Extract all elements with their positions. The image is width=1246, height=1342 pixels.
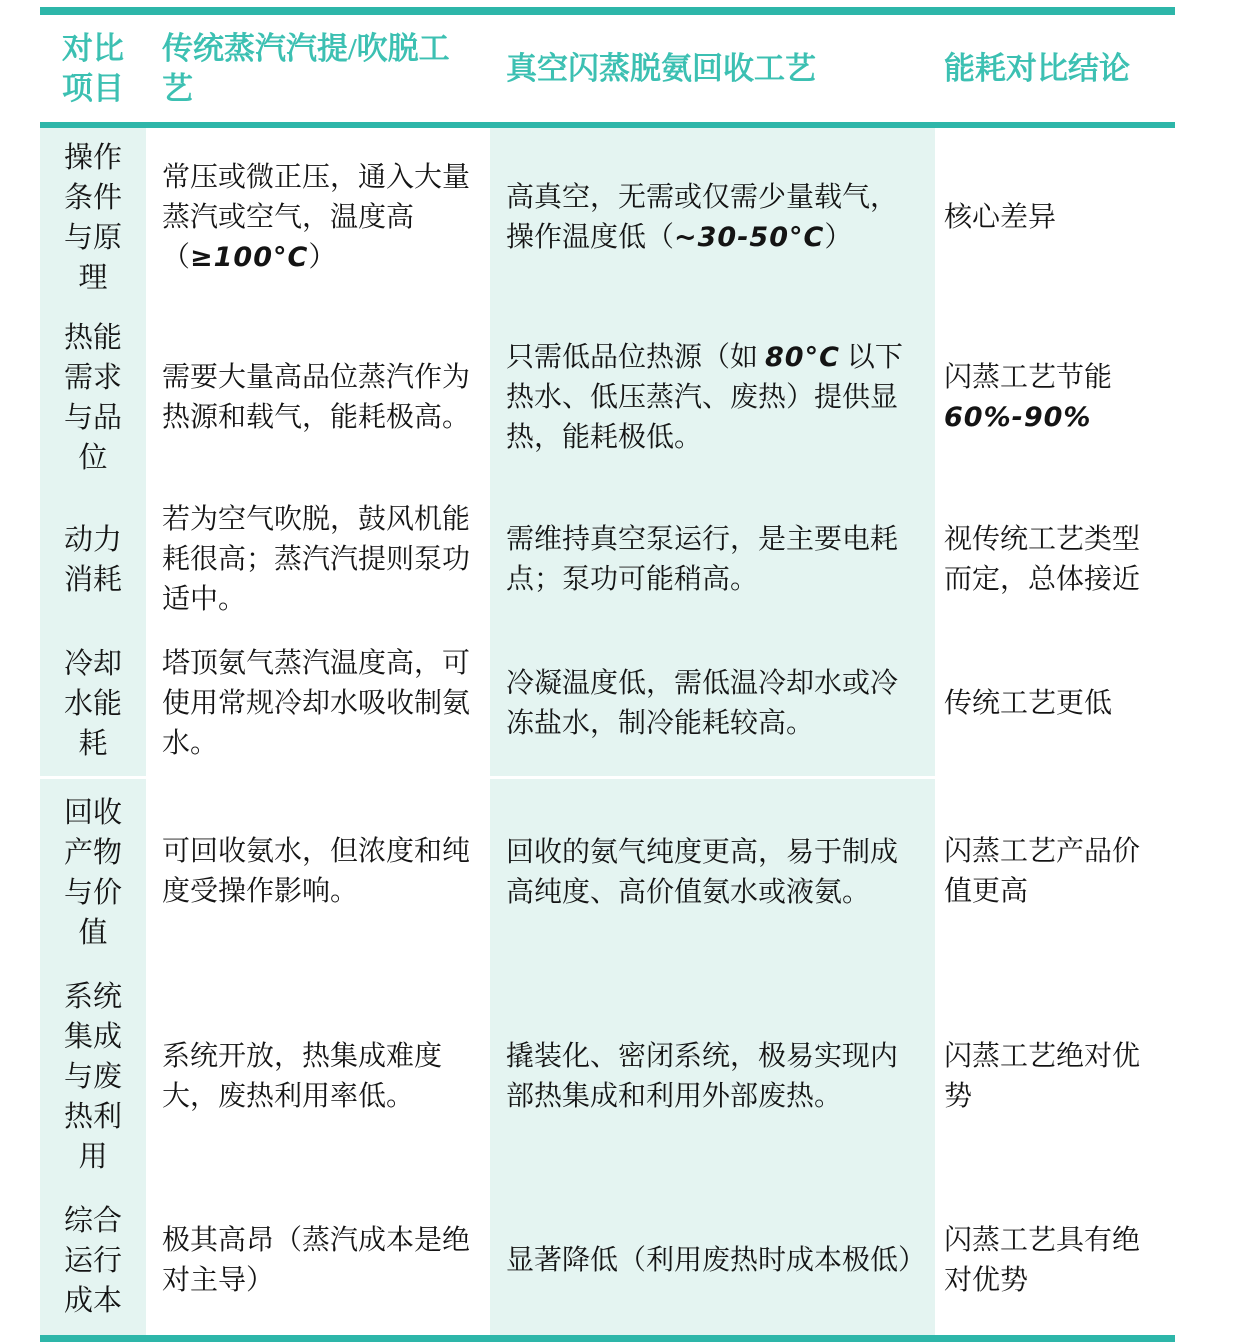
vacuum-text: 冷凝温度低，需低温冷却水或冷冻盐水，制冷能耗较高。: [506, 668, 899, 739]
cell-traditional: [146, 488, 490, 632]
row-item-label: 系统集成与废热利用: [63, 981, 122, 1173]
cell-vacuum: [490, 632, 935, 776]
cell-traditional: [146, 128, 490, 308]
conclusion-text: 闪蒸工艺节能 60%-90%: [944, 362, 1113, 433]
cell-item: [40, 1187, 146, 1335]
row-item-label: 动力消耗: [63, 524, 122, 596]
cell-traditional: [146, 967, 490, 1187]
conclusion-text: 闪蒸工艺绝对优势: [944, 1041, 1141, 1112]
table-row: [40, 776, 1175, 967]
vacuum-text: 撬装化、密闭系统，极易实现内部热集成和利用外部废热。: [506, 1041, 899, 1112]
conclusion-text: 闪蒸工艺具有绝对优势: [944, 1225, 1141, 1296]
cell-vacuum: [490, 308, 935, 488]
row-item-label: 综合运行成本: [63, 1205, 122, 1317]
cell-conclusion: [935, 967, 1175, 1187]
traditional-text: 可回收氨水，但浓度和纯度受操作影响。: [162, 835, 471, 907]
traditional-text: 塔顶氨气蒸汽温度高，可使用常规冷却水吸收制氨水。: [162, 648, 471, 759]
vacuum-text: 高真空，无需或仅需少量载气，操作温度低（~30-50°C）: [506, 182, 899, 253]
cell-traditional: [146, 308, 490, 488]
header-traditional-column: 传统蒸汽汽提/吹脱工艺: [162, 30, 450, 106]
cell-vacuum: [490, 776, 935, 967]
conclusion-text: 视传统工艺类型而定，总体接近: [944, 524, 1141, 595]
cell-item: [40, 632, 146, 776]
traditional-text: 系统开放，热集成难度大，废热利用率低。: [162, 1041, 443, 1112]
cell-item: [40, 308, 146, 488]
bottom-rule: [40, 1335, 1175, 1342]
cell-traditional: [146, 632, 490, 776]
table-body: [40, 128, 1175, 1335]
cell-conclusion: [935, 776, 1175, 967]
row-item-label: 热能需求与品位: [63, 322, 122, 474]
cell-traditional: [146, 1187, 490, 1335]
cell-item: [40, 128, 146, 308]
header-conclusion-column: 能耗对比结论: [944, 50, 1130, 86]
comparison-table: [40, 7, 1175, 1342]
traditional-text: 需要大量高品位蒸汽作为热源和载气，能耗极高。: [162, 362, 471, 433]
table-row: [40, 128, 1175, 308]
cell-conclusion: [935, 488, 1175, 632]
cell-item: [40, 488, 146, 632]
row-item-label: 冷却水能耗: [63, 648, 122, 760]
traditional-text: 极其高昂（蒸汽成本是绝对主导）: [162, 1225, 471, 1296]
conclusion-text: 闪蒸工艺产品价值更高: [944, 835, 1141, 907]
conclusion-text: 传统工艺更低: [944, 688, 1113, 719]
top-rule: [40, 7, 1175, 15]
vacuum-text: 需维持真空泵运行，是主要电耗点；泵功可能稍高。: [506, 524, 899, 595]
vacuum-text: 回收的氨气纯度更高，易于制成高纯度、高价值氨水或液氨。: [506, 837, 899, 908]
traditional-text: 常压或微正压，通入大量蒸汽或空气，温度高（≥100°C）: [162, 162, 471, 273]
cell-conclusion: [935, 308, 1175, 488]
table-row: [40, 632, 1175, 776]
cell-vacuum: [490, 1187, 935, 1335]
cell-item: [40, 967, 146, 1187]
cell-conclusion: [935, 128, 1175, 308]
cell-item: [40, 776, 146, 967]
row-item-label: 操作条件与原理: [63, 142, 122, 294]
vacuum-text: 显著降低（利用废热时成本极低）: [506, 1245, 927, 1276]
cell-vacuum: [490, 488, 935, 632]
table-header-row: [40, 15, 1175, 122]
vacuum-text: 只需低品位热源（如 80°C 以下热水、低压蒸汽、废热）提供显热，能耗极低。: [506, 342, 903, 453]
header-vacuum-column: 真空闪蒸脱氨回收工艺: [506, 50, 816, 86]
traditional-text: 若为空气吹脱，鼓风机能耗很高；蒸汽汽提则泵功适中。: [162, 504, 471, 615]
cell-vacuum: [490, 128, 935, 308]
table-row: [40, 488, 1175, 632]
cell-vacuum: [490, 967, 935, 1187]
conclusion-text: 核心差异: [944, 202, 1057, 233]
row-item-label: 回收产物与价值: [63, 797, 122, 949]
table-row: [40, 967, 1175, 1187]
header-item-column: 对比项目: [62, 30, 124, 106]
cell-conclusion: [935, 632, 1175, 776]
cell-conclusion: [935, 1187, 1175, 1335]
table-row: [40, 308, 1175, 488]
table-row: [40, 1187, 1175, 1335]
cell-traditional: [146, 776, 490, 967]
